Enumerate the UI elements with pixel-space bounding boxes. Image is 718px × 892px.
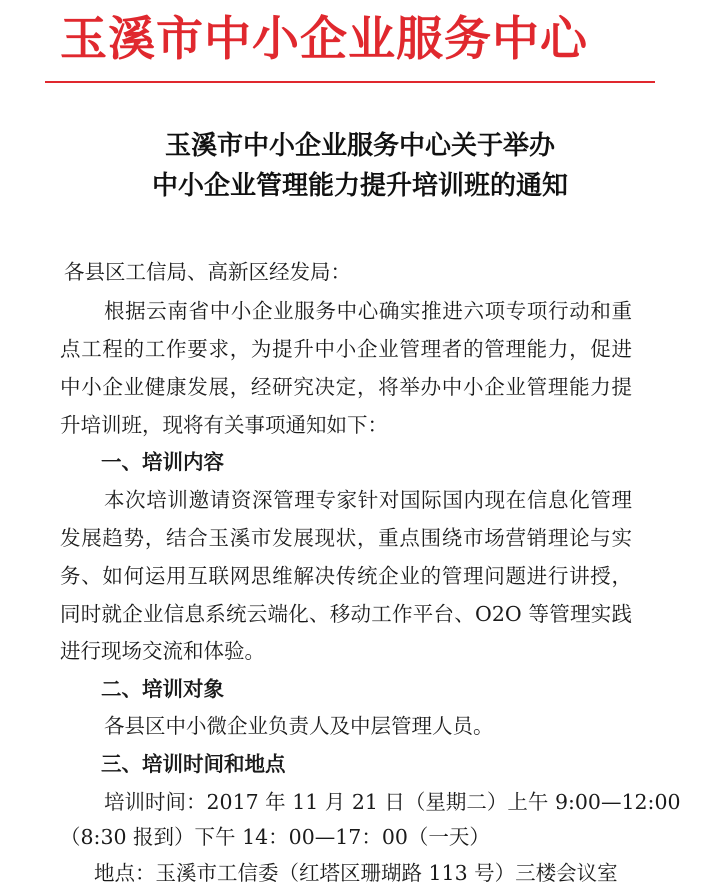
intro-line-2: 点工程的工作要求，为提升中小企业管理者的管理能力，促进 <box>60 337 632 361</box>
section-1-line-4: 同时就企业信息系统云端化、移动工作平台、O2O 等管理实践 <box>60 602 632 626</box>
salutation: 各县区工信局、高新区经发局： <box>64 260 351 284</box>
section-2-heading: 二、培训对象 <box>101 677 224 701</box>
training-place-line: 地点：玉溪市工信委（红塔区珊瑚路 113 号）三楼会议室 <box>94 861 618 885</box>
letterhead-title: 玉溪市中小企业服务中心 <box>60 12 588 67</box>
intro-line-4: 升培训班，现将有关事项通知如下： <box>60 413 388 437</box>
notice-title-line-2: 中小企业管理能力提升培训班的通知 <box>151 171 568 201</box>
section-1-line-2: 发展趋势，结合玉溪市发展现状，重点围绕市场营销理论与实 <box>60 526 632 550</box>
section-1-line-1: 本次培训邀请资深管理专家针对国际国内现在信息化管理 <box>104 488 632 512</box>
intro-line-1: 根据云南省中小企业服务中心确实推进六项专项行动和重 <box>104 299 632 323</box>
training-time-line-2: （8:30 报到）下午 14：00—17：00（一天） <box>60 825 490 849</box>
intro-line-3: 中小企业健康发展，经研究决定，将举办中小企业管理能力提 <box>60 375 632 399</box>
section-3-heading: 三、培训时间和地点 <box>101 752 286 776</box>
section-1-line-5: 进行现场交流和体验。 <box>60 639 265 663</box>
section-2-text: 各县区中小微企业负责人及中层管理人员。 <box>104 714 494 738</box>
notice-title-line-1: 玉溪市中小企业服务中心关于举办 <box>164 131 555 161</box>
training-time-line-1: 培训时间：2017 年 11 月 21 日（星期二）上午 9:00—12:00 <box>104 790 681 814</box>
section-1-heading: 一、培训内容 <box>101 450 224 474</box>
section-1-line-3: 务、如何运用互联网思维解决传统企业的管理问题进行讲授， <box>60 564 632 588</box>
letterhead-red-rule <box>45 81 655 83</box>
